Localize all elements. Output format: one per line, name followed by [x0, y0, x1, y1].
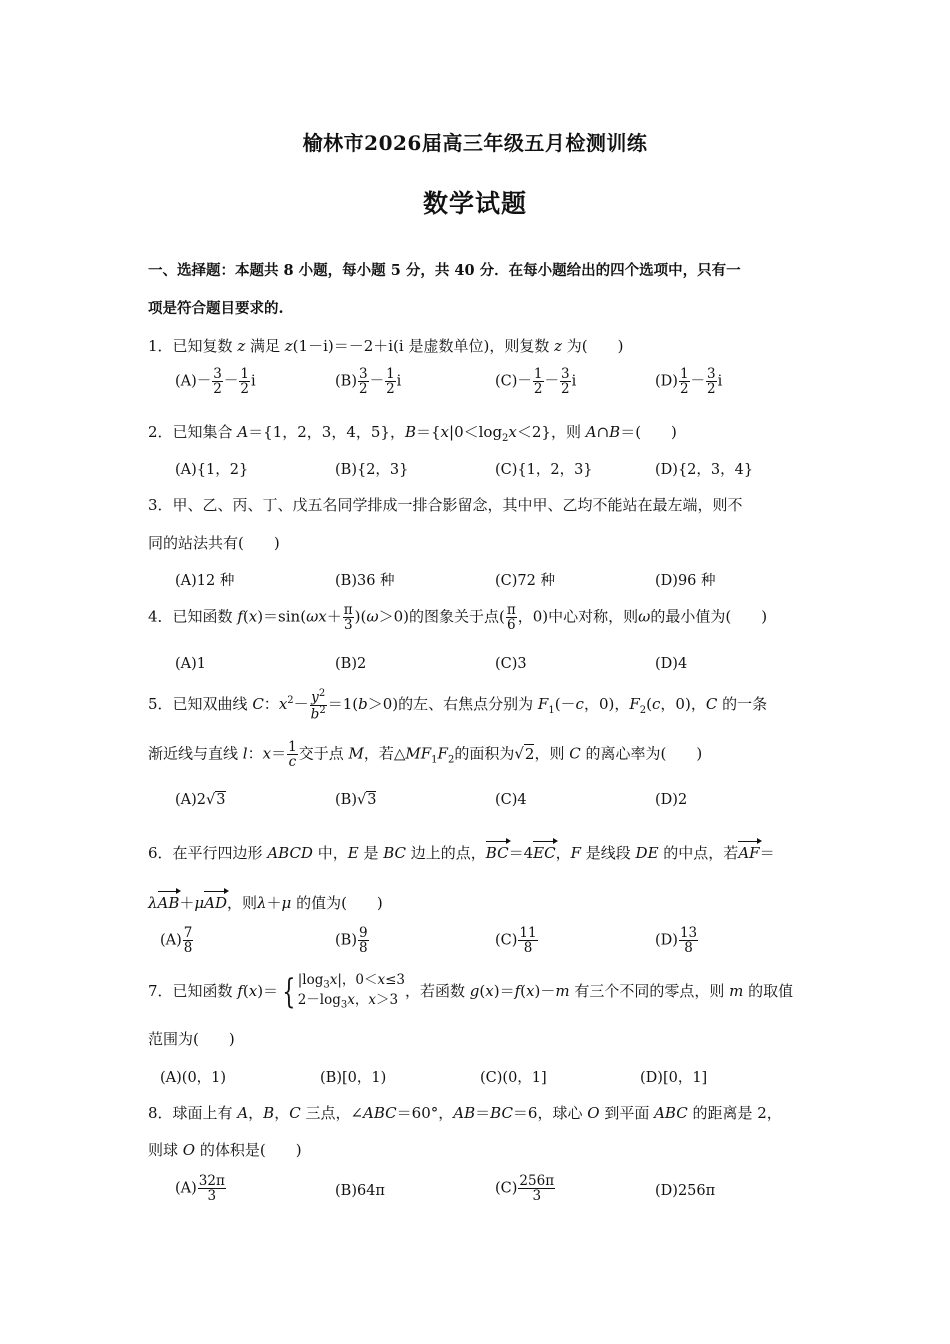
question-7-option-d[interactable]: (D)[0，1]	[640, 1070, 708, 1086]
question-5-option-d[interactable]: (D)2	[655, 792, 688, 808]
question-1-option-b[interactable]: (B) $\frac{3}{2}$ － $\frac{1}{2}$ i	[335, 366, 402, 398]
question-3-option-b[interactable]: (B)36 种	[335, 573, 395, 589]
question-1-option-d[interactable]: (D) $\frac{1}{2}$ － $\frac{3}{2}$ i	[655, 366, 723, 398]
subject-title: 数学试题	[422, 189, 527, 218]
question-7-option-b[interactable]: (B)[0，1)	[320, 1070, 387, 1086]
question-2-stem: 2．已知集合 A＝{1，2，3，4，5}，$B=\{x|0<\log_2x<2\}$，则 A∩B＝( )	[148, 423, 677, 444]
question-3-stem-cont: 同的站法共有( )	[148, 534, 280, 552]
question-5-option-a[interactable]: (A)2√3	[175, 792, 226, 808]
exam-title: 榆林市2026届高三年级五月检测训练	[302, 131, 648, 155]
question-1-option-c[interactable]: (C)－ $\frac{1}{2}$ － $\frac{3}{2}$ i	[495, 366, 577, 398]
question-8-stem-cont: 则球 O 的体积是( )	[148, 1141, 302, 1159]
question-5-stem: 5．已知双曲线 C：$x^2-$ $\frac{y^2}{b^2}$ ＝1(b＞0)的左、右焦点分别为 $F_1(-c$，0)，$F_2(c$，0)，C 的一条	[148, 688, 768, 723]
question-8-option-a[interactable]: (A) $\frac{32\pi}{3}$	[175, 1173, 225, 1205]
question-8-stem: 8．球面上有 A，B，C 三点，∠ABC＝60°，AB＝BC＝6，球心 O 到平面 ABC 的距离是 2，	[148, 1104, 782, 1122]
question-6-option-d[interactable]: (D) $\frac{13}{8}$	[655, 925, 698, 957]
question-2-option-d[interactable]: (D){2，3，4}	[655, 462, 754, 478]
question-7-stem: 7．已知函数 f(x)＝ { $|\log_3x|$，0＜x≤3 $2-\log_3x$，x＞3 ，若函数 g(x)＝f(x)－m 有三个不同的零点，则 m 的取值	[148, 972, 794, 1013]
question-3-option-c[interactable]: (C)72 种	[495, 573, 555, 589]
question-2-option-a[interactable]: (A){1，2}	[175, 462, 249, 478]
question-8-option-d[interactable]: (D)256π	[655, 1183, 716, 1199]
question-6-option-a[interactable]: (A) $\frac{7}{8}$	[160, 925, 193, 957]
question-4-option-a[interactable]: (A)1	[175, 656, 207, 672]
question-3-stem: 3．甲、乙、丙、丁、戊五名同学排成一排合影留念，其中甲、乙均不能站在最左端，则不	[148, 496, 743, 514]
question-6-option-c[interactable]: (C) $\frac{11}{8}$	[495, 925, 537, 957]
section-heading-cont: 项是符合题目要求的.	[148, 300, 284, 317]
question-7-stem-cont: 范围为( )	[148, 1030, 235, 1048]
question-8-option-b[interactable]: (B)64π	[335, 1183, 385, 1199]
question-4-stem: 4．已知函数 f(x)＝sin(ωx＋ $\frac{\pi}{3}$ )(ω＞0)的图象关于点( $\frac{\pi}{6}$ ，0)中心对称，则ω的最小值为( )	[148, 602, 768, 634]
question-6-stem: 6．在平行四边形 ABCD 中，E 是 BC 边上的点，BC＝4EC，F 是线段 DE 的中点，若AF＝	[148, 839, 775, 863]
question-5-option-c[interactable]: (C)4	[495, 792, 527, 808]
section-heading: 一、选择题：本题共 8 小题，每小题 5 分，共 40 分．在每小题给出的四个选项中，只有一	[148, 262, 741, 279]
question-4-option-d[interactable]: (D)4	[655, 656, 688, 672]
question-6-option-b[interactable]: (B) $\frac{9}{8}$	[335, 925, 368, 957]
question-3-option-d[interactable]: (D)96 种	[655, 573, 716, 589]
question-5-stem-cont: 渐近线与直线 l：x＝ $\frac{1}{c}$ 交于点 M，若$\triangle MF_1F_2$的面积为√2，则 C 的离心率为( )	[148, 739, 703, 771]
question-8-option-c[interactable]: (C) $\frac{256\pi}{3}$	[495, 1173, 555, 1205]
question-6-stem-cont: λAB＋μAD，则λ＋μ 的值为( )	[148, 889, 383, 913]
question-2-option-b[interactable]: (B){2，3}	[335, 462, 409, 478]
question-5-option-b[interactable]: (B)√3	[335, 792, 377, 808]
question-1-option-a[interactable]: (A)－ $\frac{3}{2}$ － $\frac{1}{2}$ i	[175, 366, 256, 398]
question-3-option-a[interactable]: (A)12 种	[175, 573, 235, 589]
question-7-option-c[interactable]: (C)(0，1]	[480, 1070, 547, 1086]
question-2-option-c[interactable]: (C){1，2，3}	[495, 462, 593, 478]
question-4-option-c[interactable]: (C)3	[495, 656, 527, 672]
question-7-option-a[interactable]: (A)(0，1)	[160, 1070, 227, 1086]
question-4-option-b[interactable]: (B)2	[335, 656, 367, 672]
question-1-stem: 1．已知复数 z 满足 z(1－i)＝－2＋i(i 是虚数单位)，则复数 z 为( )	[148, 337, 624, 355]
